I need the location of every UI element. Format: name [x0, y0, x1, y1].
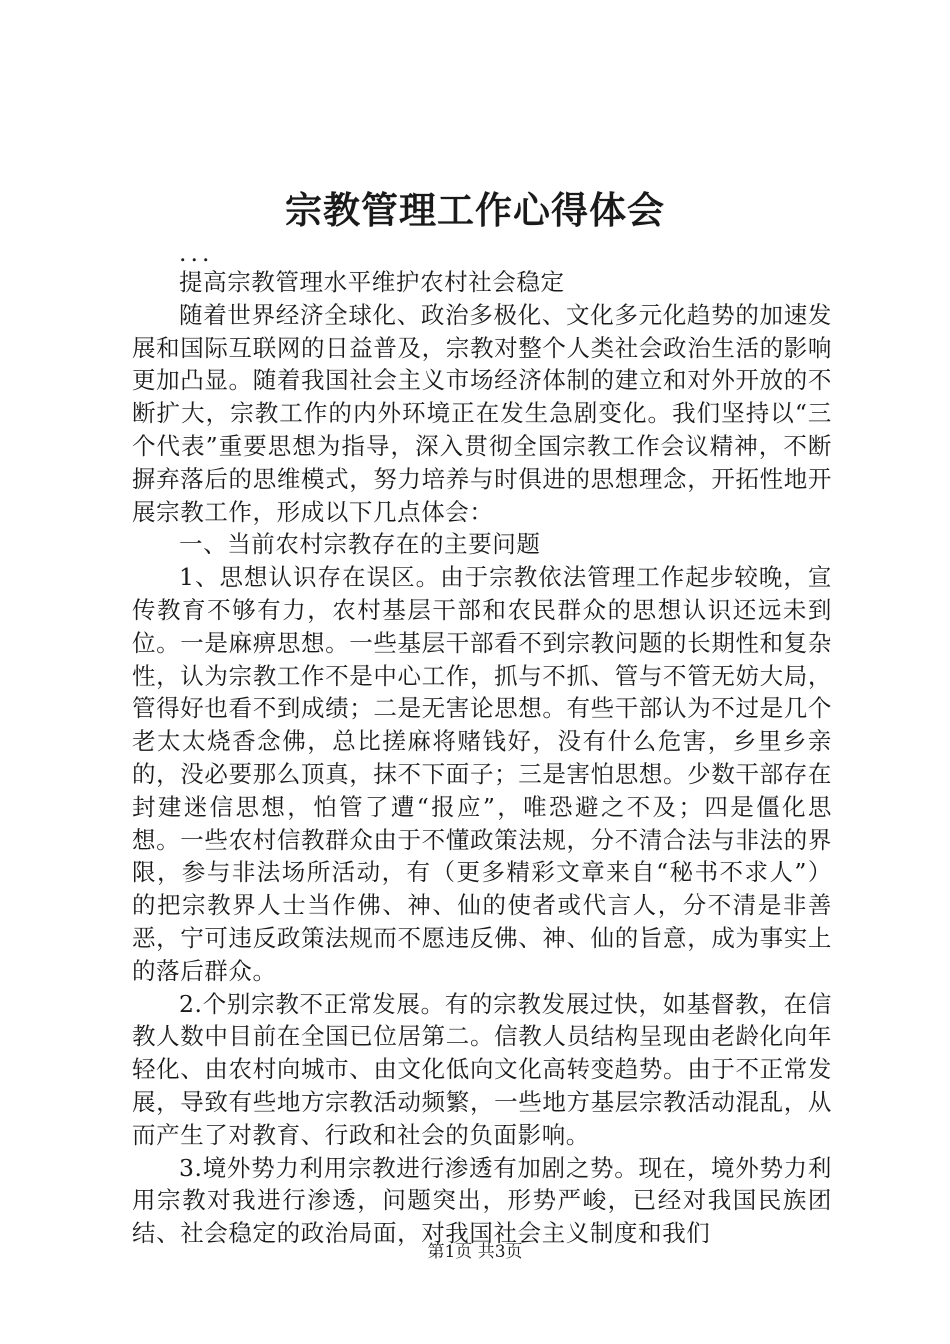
document-title: 宗教管理工作心得体会: [285, 188, 665, 232]
body-paragraph-2: 2.个别宗教不正常发展。有的宗教发展过快，如基督教，在信教人数中目前在全国已位居第二。信教人员结构呈现由老龄化向年轻化、由农村向城市、由文化低向文化高转变趋势。由于不正常发展，导致有些地方宗教活动频繁，一些地方基层宗教活动混乱，从而产生了对教育、行政和社会的负面影响。: [132, 989, 832, 1149]
body-paragraph-1: 1、思想认识存在误区。由于宗教依法管理工作起步较晚，宣传教育不够有力，农村基层干部和农民群众的思想认识还远未到位。一是麻痹思想。一些基层干部看不到宗教问题的长期性和复杂性，认为宗教工作不是中心工作，抓与不抓、管与不管无妨大局，管得好也看不到成绩；二是无害论思想。有些干部认为不过是几个老太太烧香念佛，总比搓麻将赌钱好，没有什么危害，乡里乡亲的，没必要那么顶真，抹不下面子；三是害怕思想。少数干部存在封建迷信思想，怕管了遭“报应”，唯恐避之不及；四是僵化思想。一些农村信教群众由于不懂政策法规，分不清合法与非法的界限，参与非法场所活动，有（更多精彩文章来自“秘书不求人”）的把宗教界人士当作佛、神、仙的使者或代言人，分不清是非善恶，宁可违反政策法规而不愿违反佛、神、仙的旨意，成为事实上的落后群众。: [132, 563, 832, 985]
page-footer: 第1页 共3页: [427, 1242, 523, 1262]
ellipsis-line: ...: [179, 239, 214, 267]
body-paragraph-3: 3.境外势力利用宗教进行渗透有加剧之势。现在，境外势力利用宗教对我进行渗透，问题突出，形势严峻，已经对我国民族团结、社会稳定的政治局面，对我国社会主义制度和我们: [132, 1153, 832, 1248]
document-body: [132, 240, 832, 1250]
section-heading: 一、当前农村宗教存在的主要问题: [179, 530, 541, 559]
subtitle-paragraph: 提高宗教管理水平维护农村社会稳定: [179, 268, 565, 296]
intro-paragraph: 随着世界经济全球化、政治多极化、文化多元化趋势的加速发展和国际互联网的日益普及，宗教对整个人类社会政治生活的影响更加凸显。随着我国社会主义市场经济体制的建立和对外开放的不断扩大，宗教工作的内外环境正在发生急剧变化。我们坚持以“三个代表”重要思想为指导，深入贯彻全国宗教工作会议精神，不断摒弃落后的思维模式，努力培养与时俱进的思想理念，开拓性地开展宗教工作，形成以下几点体会：: [132, 300, 832, 526]
